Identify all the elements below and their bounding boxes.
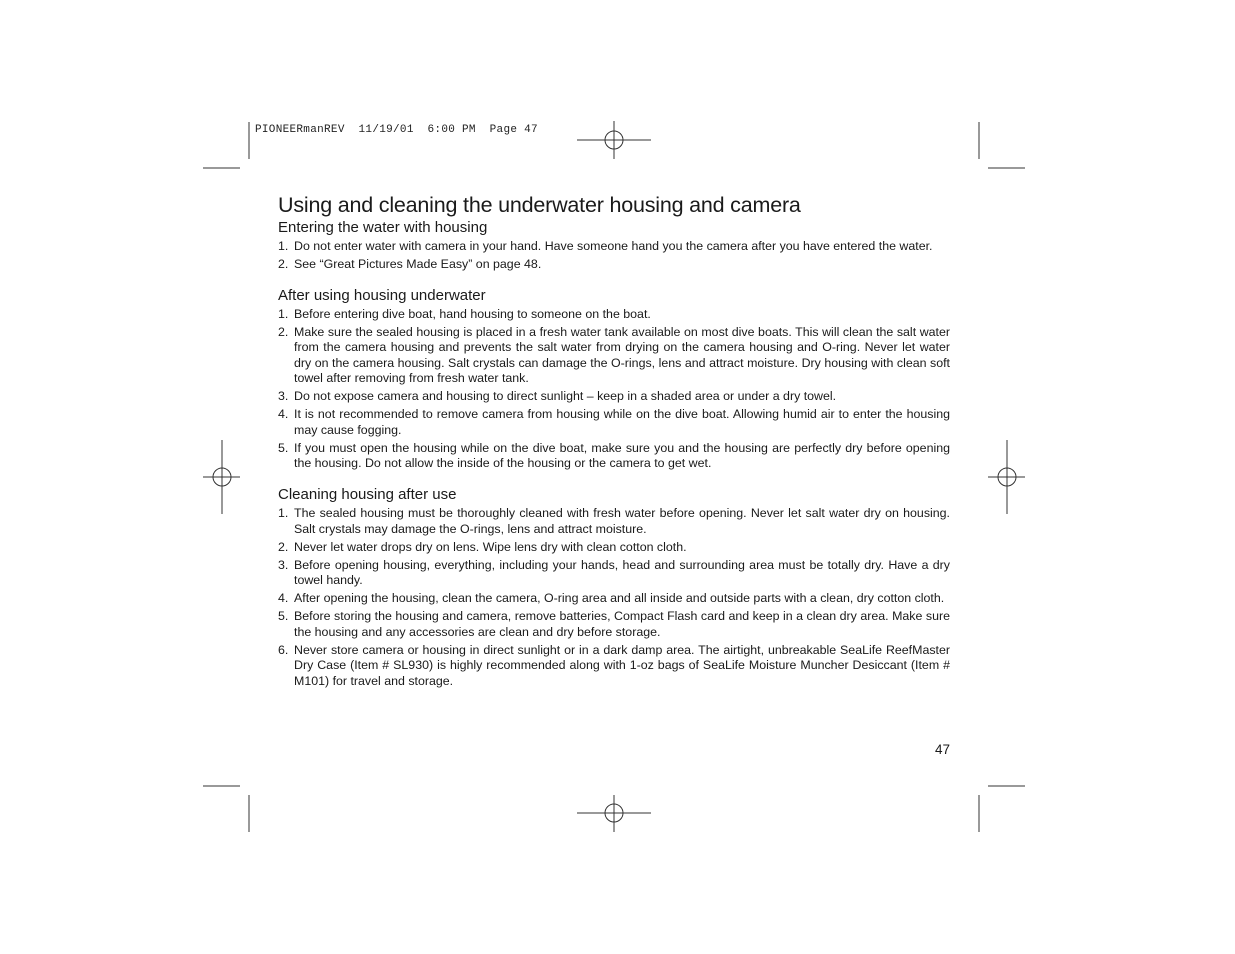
item-number: 3. xyxy=(278,389,289,404)
numbered-list xyxy=(278,239,950,273)
list-item xyxy=(278,257,950,273)
registration-target-icon xyxy=(577,121,651,159)
section-heading: Entering the water with housing xyxy=(278,219,488,236)
item-text: It is not recommended to remove camera from housing while on the dive boat. Allowing humid air to enter the housing may cause fogging. xyxy=(294,407,950,437)
numbered-list xyxy=(278,506,950,689)
item-text: If you must open the housing while on the dive boat, make sure you and the housing are perfectly dry before opening the housing. Do not allow the inside of the housing or the camera to get wet. xyxy=(294,440,950,471)
item-text: Do not enter water with camera in your hand. Have someone hand you the camera after you have entered the water. xyxy=(294,239,933,253)
item-text: Before storing the housing and camera, remove batteries, Compact Flash card and keep in a clean dry area. Make sure the housing and any accessories are clean and dry before storage. xyxy=(294,609,950,639)
registration-target-icon xyxy=(988,440,1025,514)
item-number: 3. xyxy=(278,557,289,572)
item-text: Before entering dive boat, hand housing to someone on the boat. xyxy=(294,306,651,321)
item-text: Never store camera or housing in direct sunlight or in a dark damp area. The airtight, unbreakable SeaLife ReefMaster Dry Case (Item # SL930) is highly recommended along with 1-oz bags of SeaLife Moisture Muncher Desiccant (Item # M101) for travel and storage. xyxy=(294,642,950,688)
item-number: 4. xyxy=(278,591,289,606)
list-item xyxy=(278,591,950,607)
page-title: Using and cleaning the underwater housing and camera xyxy=(278,193,801,217)
page-content xyxy=(278,192,950,692)
list-item xyxy=(278,307,950,323)
item-number: 5. xyxy=(278,440,289,455)
item-text: Never let water drops dry on lens. Wipe lens dry with clean cotton cloth. xyxy=(294,539,687,554)
item-number: 1. xyxy=(278,239,289,253)
list-item xyxy=(278,558,950,589)
item-number: 5. xyxy=(278,609,289,624)
item-number: 6. xyxy=(278,642,289,657)
item-number: 2. xyxy=(278,539,289,554)
item-number: 1. xyxy=(278,306,289,321)
list-item xyxy=(278,643,950,690)
print-slug-line: PIONEERmanREV 11/19/01 6:00 PM Page 47 xyxy=(255,124,538,136)
page-number: 47 xyxy=(935,742,951,757)
item-text: Do not expose camera and housing to direct sunlight – keep in a shaded area or under a dry towel. xyxy=(294,389,837,404)
list-item xyxy=(278,609,950,640)
numbered-list xyxy=(278,307,950,473)
item-text: Before opening housing, everything, including your hands, head and surrounding area must be totally dry. Have a dry towel handy. xyxy=(294,557,950,588)
list-item xyxy=(278,239,950,255)
list-item xyxy=(278,540,950,556)
item-text: After opening the housing, clean the camera, O-ring area and all inside and outside parts with a clean, dry cotton cloth. xyxy=(294,591,945,606)
item-number: 2. xyxy=(278,256,289,271)
list-item xyxy=(278,325,950,387)
item-text: The sealed housing must be thoroughly cleaned with fresh water before opening. Never let salt water dry on housing. Salt crystals may damage the O-rings, lens and attract moisture. xyxy=(294,506,950,536)
item-text: Make sure the sealed housing is placed in a fresh water tank available on most dive boats. This will clean the salt water from the camera housing and prevents the salt water from drying on the camera housing and O-ring. Never let water dry on the camera housing. Salt crystals can damage the O-rings, lens and attract moisture. Dry housing with clean soft towel after removing from fresh water tank. xyxy=(294,324,950,386)
registration-target-icon xyxy=(203,440,240,514)
list-item xyxy=(278,441,950,472)
section-heading: After using housing underwater xyxy=(278,286,486,304)
registration-target-icon xyxy=(577,795,651,832)
section-heading: Cleaning housing after use xyxy=(278,486,457,504)
item-number: 1. xyxy=(278,506,289,521)
item-text: See “Great Pictures Made Easy” on page 48. xyxy=(294,256,542,271)
item-number: 2. xyxy=(278,324,289,339)
item-number: 4. xyxy=(278,407,289,422)
list-item xyxy=(278,389,950,405)
list-item xyxy=(278,506,950,537)
list-item xyxy=(278,407,950,438)
